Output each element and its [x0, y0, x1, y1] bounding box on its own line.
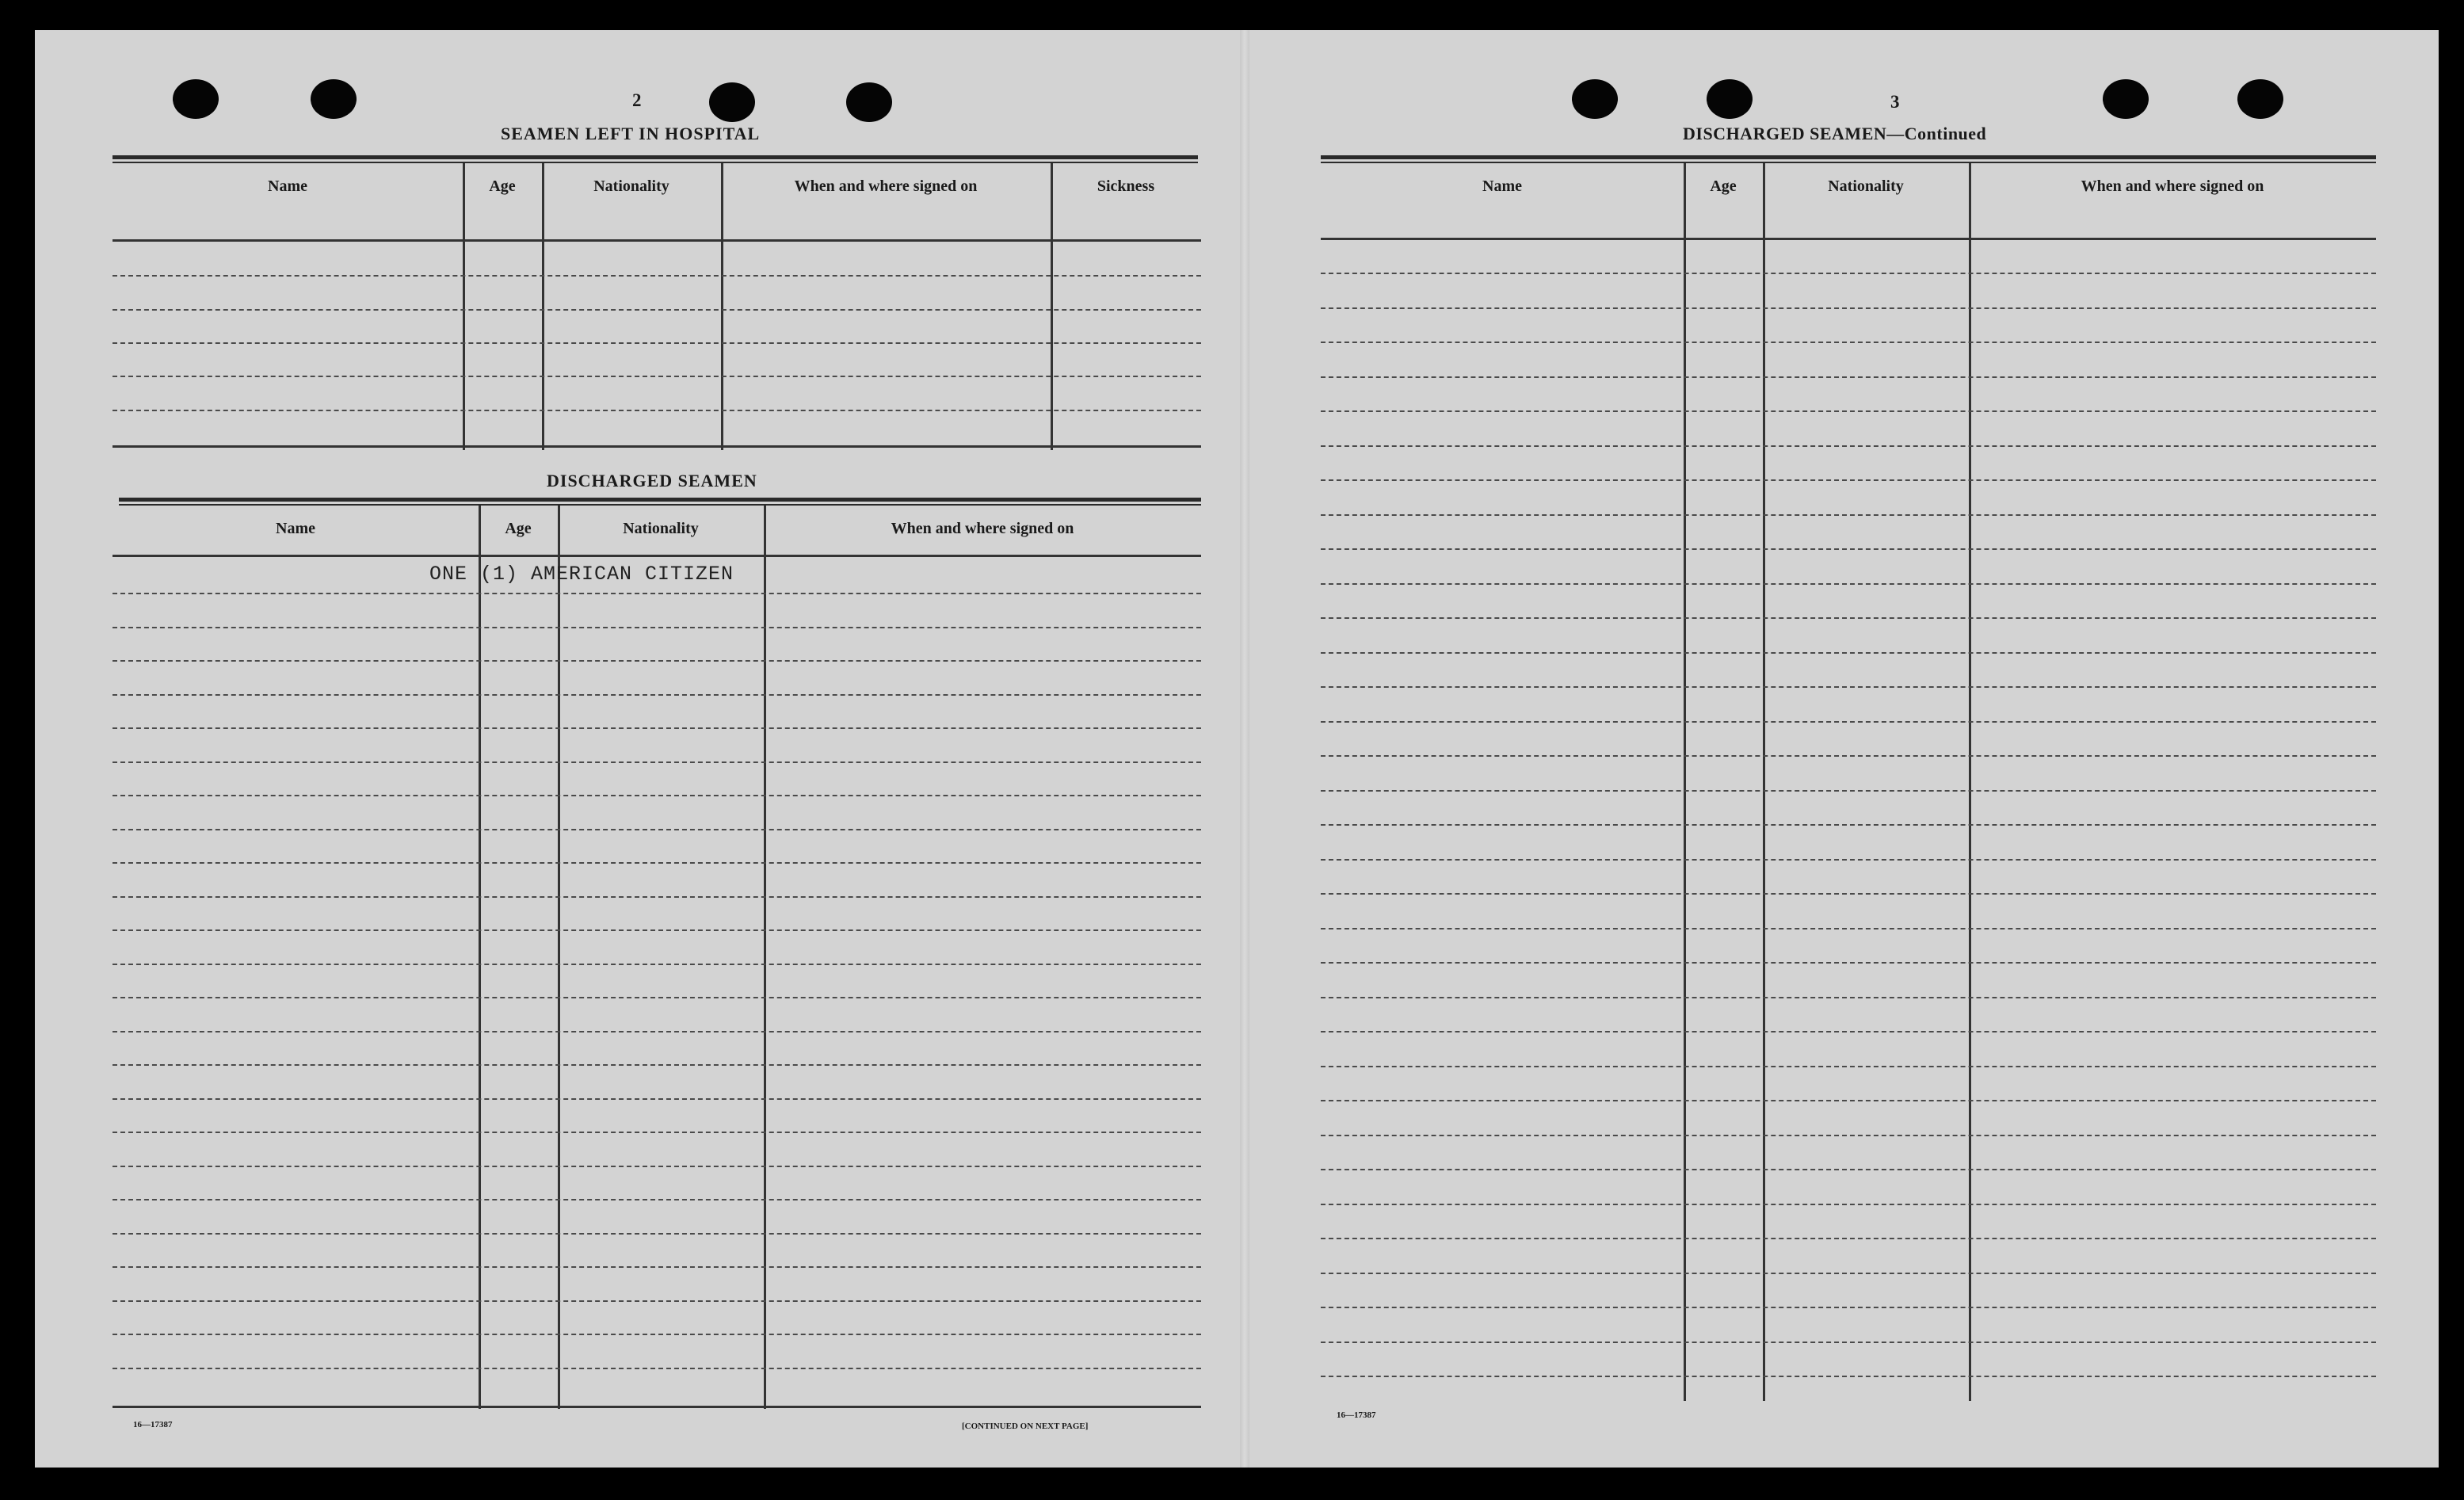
column-header-age: Age — [505, 520, 532, 537]
continued-discharged-table — [1321, 163, 2376, 1401]
column-header-nationality: Nationality — [1828, 177, 1904, 195]
column-divider — [1051, 163, 1053, 450]
table-row-line — [113, 1064, 1201, 1066]
table-row-line — [113, 1368, 1201, 1369]
table-row-line — [1321, 1100, 2376, 1101]
right-page — [1249, 30, 2439, 1468]
table-row-line — [1321, 824, 2376, 826]
table-row-line — [113, 896, 1201, 898]
table-row-line — [1321, 721, 2376, 723]
table-row-line — [1321, 928, 2376, 929]
table-row-line — [113, 660, 1201, 662]
page-number: 2 — [632, 90, 642, 110]
table-row-line — [113, 1031, 1201, 1032]
table-row-line — [1321, 273, 2376, 274]
table-row-line — [1321, 1066, 2376, 1067]
table-row-line — [1321, 445, 2376, 447]
column-header-nationality: Nationality — [593, 177, 669, 195]
table-row-line — [113, 964, 1201, 965]
table-row-line — [113, 1300, 1201, 1302]
table-row-line — [113, 1199, 1201, 1200]
table-row-line — [1321, 1135, 2376, 1136]
punch-hole — [846, 82, 892, 122]
table-row-line — [1321, 893, 2376, 895]
table-row-line — [1321, 652, 2376, 654]
table-row-line — [113, 1233, 1201, 1235]
table-row-line — [113, 1334, 1201, 1335]
table-row-line — [113, 593, 1201, 594]
column-divider — [1763, 163, 1765, 1401]
form-number: 16—17387 — [133, 1420, 173, 1429]
table-row-line — [1321, 686, 2376, 688]
table-row-line — [113, 309, 1201, 311]
table-row-line — [113, 1132, 1201, 1133]
column-divider — [479, 506, 481, 1409]
table-row-line — [113, 761, 1201, 763]
column-header-signed-on: When and where signed on — [2081, 177, 2264, 195]
table-row-line — [113, 376, 1201, 377]
section-rule — [1321, 155, 2376, 159]
column-divider — [558, 506, 560, 1409]
column-divider — [463, 163, 465, 450]
table-row-line — [1321, 1342, 2376, 1343]
table-row-line — [1321, 479, 2376, 481]
section-rule — [113, 155, 1198, 159]
column-header-sickness: Sickness — [1097, 177, 1155, 195]
table-row-line — [1321, 342, 2376, 343]
page-fold — [1240, 30, 1249, 1468]
table-row-line — [1321, 962, 2376, 964]
punch-hole — [2103, 79, 2149, 119]
table-row-line — [1321, 1307, 2376, 1308]
table-row-line — [1321, 1238, 2376, 1239]
hospital-table — [113, 163, 1201, 450]
table-row-line — [1321, 617, 2376, 619]
table-row-line — [113, 795, 1201, 796]
table-bottom-line — [113, 445, 1201, 448]
punch-hole — [173, 79, 219, 119]
table-row-line — [113, 862, 1201, 864]
form-number: 16—17387 — [1337, 1410, 1376, 1420]
discharged-table — [113, 506, 1201, 1409]
table-row-line — [113, 342, 1201, 344]
punch-hole — [311, 79, 357, 119]
table-row-line — [1321, 1273, 2376, 1274]
punch-hole — [1572, 79, 1618, 119]
table-row-line — [1321, 1204, 2376, 1205]
table-row-line — [1321, 790, 2376, 792]
table-row-line — [1321, 376, 2376, 378]
hospital-section-title: SEAMEN LEFT IN HOSPITAL — [501, 124, 761, 143]
column-header-nationality: Nationality — [623, 520, 699, 537]
typed-entry: ONE (1) AMERICAN CITIZEN — [429, 563, 734, 586]
table-row-line — [1321, 1031, 2376, 1032]
page-number: 3 — [1890, 92, 1900, 112]
table-row-line — [113, 627, 1201, 628]
column-header-age: Age — [1710, 177, 1737, 195]
punch-hole — [2237, 79, 2283, 119]
column-header-name: Name — [268, 177, 307, 195]
table-row-line — [113, 694, 1201, 696]
column-divider — [721, 163, 723, 450]
punch-hole — [1707, 79, 1753, 119]
discharged-section-title: DISCHARGED SEAMEN — [547, 471, 757, 490]
column-divider — [1969, 163, 1971, 1401]
table-row-line — [1321, 997, 2376, 998]
table-bottom-line — [113, 1406, 1201, 1408]
scanned-document — [35, 30, 2439, 1468]
table-row-line — [113, 727, 1201, 729]
table-row-line — [1321, 514, 2376, 516]
header-underline — [113, 239, 1201, 242]
table-row-line — [113, 829, 1201, 830]
column-header-age: Age — [489, 177, 516, 195]
table-row-line — [1321, 548, 2376, 550]
punch-hole — [709, 82, 755, 122]
column-header-signed-on: When and where signed on — [891, 520, 1074, 537]
column-divider — [764, 506, 766, 1409]
table-row-line — [1321, 755, 2376, 757]
table-row-line — [1321, 307, 2376, 309]
table-row-line — [113, 275, 1201, 277]
table-row-line — [1321, 859, 2376, 861]
table-row-line — [1321, 1169, 2376, 1170]
table-row-line — [113, 1266, 1201, 1268]
column-divider — [1684, 163, 1686, 1401]
section-rule — [119, 498, 1201, 502]
table-row-line — [113, 1166, 1201, 1167]
column-header-signed-on: When and where signed on — [794, 177, 978, 195]
table-row-line — [1321, 583, 2376, 585]
table-row-line — [113, 410, 1201, 411]
continued-note: [CONTINUED ON NEXT PAGE] — [962, 1422, 1089, 1431]
table-row-line — [1321, 1376, 2376, 1377]
column-header-name: Name — [1482, 177, 1522, 195]
header-underline — [113, 555, 1201, 557]
column-divider — [542, 163, 544, 450]
column-header-name: Name — [276, 520, 315, 537]
table-row-line — [1321, 410, 2376, 412]
left-page — [35, 30, 1240, 1468]
table-row-line — [113, 1098, 1201, 1100]
table-row-line — [113, 929, 1201, 931]
discharged-continued-title: DISCHARGED SEAMEN—Continued — [1683, 124, 1987, 143]
table-row-line — [113, 997, 1201, 998]
header-underline — [1321, 238, 2376, 240]
